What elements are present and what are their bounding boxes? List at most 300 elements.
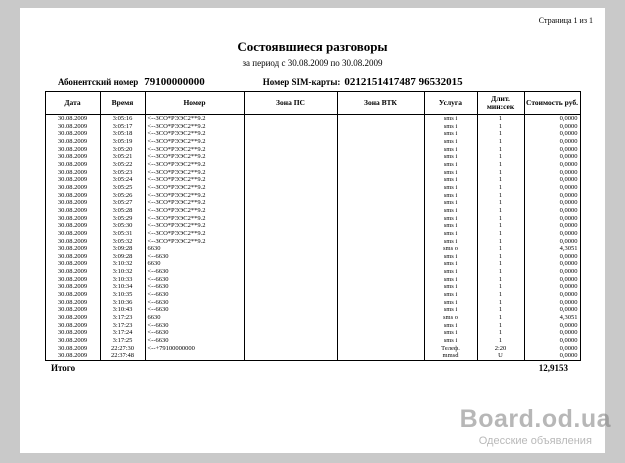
page-indicator: Страница 1 из 1 xyxy=(538,16,593,25)
cell-cost: 0,0000 xyxy=(524,215,580,223)
table-row xyxy=(45,115,580,123)
cell-duration: 1 xyxy=(477,138,524,146)
cell-time: 3:05:27 xyxy=(100,199,145,207)
cell-zone-vtk xyxy=(337,222,424,230)
cell-number: <--6630 xyxy=(145,306,244,314)
table-row xyxy=(45,268,580,276)
cell-time: 3:17:23 xyxy=(100,322,145,330)
cell-zone-vtk xyxy=(337,192,424,200)
cell-zone-ps xyxy=(244,161,337,169)
cell-cost: 0,0000 xyxy=(524,268,580,276)
cell-time: 3:10:43 xyxy=(100,306,145,314)
cell-duration: 1 xyxy=(477,245,524,253)
cell-number: <--6630 xyxy=(145,253,244,261)
cell-zone-ps xyxy=(244,130,337,138)
cell-number: <--ЗСО*РЭЭС2**9.2 xyxy=(145,222,244,230)
cell-zone-vtk xyxy=(337,306,424,314)
table-row xyxy=(45,245,580,253)
cell-date: 30.08.2009 xyxy=(45,352,100,360)
table-row xyxy=(45,291,580,299)
sim-number: 0212151417487 96532015 xyxy=(344,76,463,88)
cell-service: Телеф. xyxy=(424,345,477,353)
cell-date: 30.08.2009 xyxy=(45,130,100,138)
cell-service: sms i xyxy=(424,199,477,207)
cell-cost: 0,0000 xyxy=(524,207,580,215)
cell-duration: 1 xyxy=(477,291,524,299)
cell-duration: 1 xyxy=(477,260,524,268)
cell-number: <--+79100000000 xyxy=(145,345,244,353)
cell-zone-vtk xyxy=(337,260,424,268)
cell-service: mmsd xyxy=(424,352,477,360)
cell-cost: 0,0000 xyxy=(524,184,580,192)
cell-zone-ps xyxy=(244,169,337,177)
cell-zone-vtk xyxy=(337,268,424,276)
cell-date: 30.08.2009 xyxy=(45,314,100,322)
cell-duration: 1 xyxy=(477,253,524,261)
cell-time: 3:05:25 xyxy=(100,184,145,192)
cell-date: 30.08.2009 xyxy=(45,337,100,345)
cell-cost: 0,0000 xyxy=(524,146,580,154)
cell-number: <--6630 xyxy=(145,276,244,284)
table-row xyxy=(45,238,580,246)
column-header-zone-ps: Зона ПС xyxy=(244,92,337,115)
cell-duration: 1 xyxy=(477,123,524,131)
cell-number: 6630 xyxy=(145,260,244,268)
cell-number: <--ЗСО*РЭЭС2**9.2 xyxy=(145,176,244,184)
cell-zone-vtk xyxy=(337,299,424,307)
cell-number: <--ЗСО*РЭЭС2**9.2 xyxy=(145,207,244,215)
cell-time: 22:37:48 xyxy=(100,352,145,360)
cell-service: sms i xyxy=(424,130,477,138)
cell-zone-vtk xyxy=(337,115,424,123)
cell-zone-ps xyxy=(244,215,337,223)
cell-service: sms i xyxy=(424,215,477,223)
cell-time: 3:05:24 xyxy=(100,176,145,184)
cell-number: <--6630 xyxy=(145,291,244,299)
cell-cost: 0,0000 xyxy=(524,238,580,246)
cell-time: 3:17:25 xyxy=(100,337,145,345)
watermark-sub: Одесские объявления xyxy=(478,435,592,447)
cell-zone-ps xyxy=(244,329,337,337)
cell-time: 3:05:31 xyxy=(100,230,145,238)
cell-zone-vtk xyxy=(337,253,424,261)
cell-date: 30.08.2009 xyxy=(45,276,100,284)
cell-zone-ps xyxy=(244,337,337,345)
cell-cost: 0,0000 xyxy=(524,115,580,123)
cell-cost: 0,0000 xyxy=(524,222,580,230)
cell-zone-vtk xyxy=(337,199,424,207)
totals-label: Итого xyxy=(51,363,76,373)
cell-number: <--ЗСО*РЭЭС2**9.2 xyxy=(145,199,244,207)
table-row xyxy=(45,207,580,215)
cell-time: 3:05:26 xyxy=(100,192,145,200)
cell-number: <--ЗСО*РЭЭС2**9.2 xyxy=(145,130,244,138)
table-row xyxy=(45,161,580,169)
table-row xyxy=(45,352,580,360)
cell-duration: 1 xyxy=(477,222,524,230)
cell-time: 3:10:36 xyxy=(100,299,145,307)
cell-cost: 0,0000 xyxy=(524,352,580,360)
cell-number: <--ЗСО*РЭЭС2**9.2 xyxy=(145,215,244,223)
cell-number: <--ЗСО*РЭЭС2**9.2 xyxy=(145,230,244,238)
cell-zone-vtk xyxy=(337,245,424,253)
cell-cost: 0,0000 xyxy=(524,153,580,161)
cell-service: sms i xyxy=(424,115,477,123)
cell-cost: 0,0000 xyxy=(524,329,580,337)
cell-number: <--ЗСО*РЭЭС2**9.2 xyxy=(145,238,244,246)
cell-number: <--ЗСО*РЭЭС2**9.2 xyxy=(145,153,244,161)
cell-zone-ps xyxy=(244,192,337,200)
cell-service: sms i xyxy=(424,207,477,215)
cell-time: 3:09:28 xyxy=(100,253,145,261)
cell-date: 30.08.2009 xyxy=(45,169,100,177)
cell-zone-ps xyxy=(244,283,337,291)
cell-service: sms i xyxy=(424,253,477,261)
cell-service: sms i xyxy=(424,329,477,337)
cell-cost: 0,0000 xyxy=(524,169,580,177)
cell-zone-vtk xyxy=(337,337,424,345)
cell-cost: 0,0000 xyxy=(524,253,580,261)
cell-zone-ps xyxy=(244,276,337,284)
cell-duration: 1 xyxy=(477,169,524,177)
cell-number: <--ЗСО*РЭЭС2**9.2 xyxy=(145,161,244,169)
cell-service: sms i xyxy=(424,276,477,284)
cell-date: 30.08.2009 xyxy=(45,192,100,200)
cell-zone-ps xyxy=(244,260,337,268)
cell-date: 30.08.2009 xyxy=(45,215,100,223)
cell-time: 3:05:29 xyxy=(100,215,145,223)
column-header-cost: Стоимость руб. xyxy=(524,92,580,115)
cell-time: 3:10:32 xyxy=(100,268,145,276)
cell-zone-vtk xyxy=(337,291,424,299)
cell-cost: 0,0000 xyxy=(524,192,580,200)
cell-number: <--6630 xyxy=(145,299,244,307)
cell-date: 30.08.2009 xyxy=(45,291,100,299)
cell-duration: 2:20 xyxy=(477,345,524,353)
cell-zone-ps xyxy=(244,253,337,261)
cell-date: 30.08.2009 xyxy=(45,283,100,291)
column-header-time: Время xyxy=(100,92,145,115)
cell-duration: 1 xyxy=(477,153,524,161)
cell-number: <--6630 xyxy=(145,337,244,345)
cell-date: 30.08.2009 xyxy=(45,345,100,353)
totals-value: 12,9153 xyxy=(538,363,568,373)
cell-duration: 1 xyxy=(477,192,524,200)
cell-service: sms i xyxy=(424,176,477,184)
cell-zone-ps xyxy=(244,245,337,253)
cell-date: 30.08.2009 xyxy=(45,299,100,307)
cell-duration: 1 xyxy=(477,299,524,307)
cell-date: 30.08.2009 xyxy=(45,153,100,161)
cell-zone-ps xyxy=(244,291,337,299)
cell-service: sms o xyxy=(424,245,477,253)
table-row xyxy=(45,345,580,353)
cell-zone-ps xyxy=(244,238,337,246)
cell-service: sms i xyxy=(424,153,477,161)
cell-service: sms i xyxy=(424,291,477,299)
cell-time: 3:05:22 xyxy=(100,161,145,169)
cell-time: 3:17:23 xyxy=(100,314,145,322)
cell-zone-ps xyxy=(244,314,337,322)
cell-zone-vtk xyxy=(337,169,424,177)
cell-duration: 1 xyxy=(477,306,524,314)
cell-duration: 1 xyxy=(477,215,524,223)
cell-time: 3:17:24 xyxy=(100,329,145,337)
column-header-number: Номер xyxy=(145,92,244,115)
table-row xyxy=(45,314,580,322)
cell-service: sms i xyxy=(424,283,477,291)
cell-zone-ps xyxy=(244,138,337,146)
table-row xyxy=(45,306,580,314)
cell-date: 30.08.2009 xyxy=(45,222,100,230)
cell-duration: 1 xyxy=(477,130,524,138)
cell-service: sms i xyxy=(424,230,477,238)
cell-zone-ps xyxy=(244,299,337,307)
cell-time: 3:05:30 xyxy=(100,222,145,230)
table-row xyxy=(45,199,580,207)
cell-number: <--6630 xyxy=(145,283,244,291)
table-row xyxy=(45,169,580,177)
cell-date: 30.08.2009 xyxy=(45,199,100,207)
column-header-duration: Длит. мин:сек xyxy=(477,92,524,115)
cell-service: sms o xyxy=(424,314,477,322)
cell-service: sms i xyxy=(424,192,477,200)
cell-number: <--ЗСО*РЭЭС2**9.2 xyxy=(145,123,244,131)
cell-date: 30.08.2009 xyxy=(45,253,100,261)
cell-zone-ps xyxy=(244,123,337,131)
cell-zone-ps xyxy=(244,207,337,215)
cell-time: 3:05:23 xyxy=(100,169,145,177)
cell-date: 30.08.2009 xyxy=(45,161,100,169)
cell-duration: 1 xyxy=(477,176,524,184)
cell-zone-vtk xyxy=(337,161,424,169)
cell-date: 30.08.2009 xyxy=(45,123,100,131)
cell-service: sms i xyxy=(424,337,477,345)
cell-date: 30.08.2009 xyxy=(45,268,100,276)
cell-zone-vtk xyxy=(337,215,424,223)
cell-cost: 0,0000 xyxy=(524,199,580,207)
cell-zone-vtk xyxy=(337,314,424,322)
cell-cost: 0,0000 xyxy=(524,230,580,238)
cell-service: sms i xyxy=(424,222,477,230)
cell-duration: 1 xyxy=(477,238,524,246)
page-subtitle: за период с 30.08.2009 по 30.08.2009 xyxy=(242,58,383,68)
column-header-service: Услуга xyxy=(424,92,477,115)
cell-service: sms i xyxy=(424,260,477,268)
cell-cost: 0,0000 xyxy=(524,306,580,314)
cell-time: 3:10:34 xyxy=(100,283,145,291)
cell-time: 3:10:32 xyxy=(100,260,145,268)
cell-date: 30.08.2009 xyxy=(45,230,100,238)
cell-cost: 0,0000 xyxy=(524,291,580,299)
cell-cost: 0,0000 xyxy=(524,161,580,169)
table-row xyxy=(45,230,580,238)
calls-table xyxy=(45,91,581,361)
table-row xyxy=(45,184,580,192)
cell-duration: 1 xyxy=(477,283,524,291)
cell-date: 30.08.2009 xyxy=(45,138,100,146)
cell-zone-ps xyxy=(244,222,337,230)
table-row xyxy=(45,123,580,131)
totals-row xyxy=(49,363,576,373)
cell-duration: 1 xyxy=(477,268,524,276)
cell-time: 3:05:17 xyxy=(100,123,145,131)
table-row xyxy=(45,260,580,268)
table-row xyxy=(45,138,580,146)
cell-zone-ps xyxy=(244,322,337,330)
cell-cost: 0,0000 xyxy=(524,176,580,184)
cell-zone-ps xyxy=(244,146,337,154)
column-header-date: Дата xyxy=(45,92,100,115)
cell-zone-vtk xyxy=(337,130,424,138)
page-title: Состоявшиеся разговоры xyxy=(237,39,388,54)
cell-duration: 1 xyxy=(477,230,524,238)
cell-time: 3:05:28 xyxy=(100,207,145,215)
cell-zone-ps xyxy=(244,184,337,192)
cell-zone-vtk xyxy=(337,146,424,154)
table-row xyxy=(45,329,580,337)
table-row xyxy=(45,215,580,223)
cell-service: sms i xyxy=(424,146,477,154)
cell-zone-ps xyxy=(244,230,337,238)
cell-number: 6630 xyxy=(145,245,244,253)
cell-service: sms i xyxy=(424,322,477,330)
table-row xyxy=(45,253,580,261)
cell-date: 30.08.2009 xyxy=(45,238,100,246)
cell-service: sms i xyxy=(424,306,477,314)
cell-duration: 1 xyxy=(477,314,524,322)
cell-duration: U xyxy=(477,352,524,360)
cell-cost: 0,0000 xyxy=(524,123,580,131)
cell-cost: 0,0000 xyxy=(524,337,580,345)
cell-zone-vtk xyxy=(337,230,424,238)
cell-time: 3:05:20 xyxy=(100,146,145,154)
cell-number: <--ЗСО*РЭЭС2**9.2 xyxy=(145,184,244,192)
cell-date: 30.08.2009 xyxy=(45,176,100,184)
cell-service: sms i xyxy=(424,169,477,177)
cell-zone-vtk xyxy=(337,345,424,353)
cell-number: <--6630 xyxy=(145,268,244,276)
cell-number: <--6630 xyxy=(145,322,244,330)
cell-cost: 0,0000 xyxy=(524,345,580,353)
subscriber-number: 79100000000 xyxy=(144,76,205,88)
cell-time: 3:05:32 xyxy=(100,238,145,246)
subscriber-label: Абонентский номер xyxy=(58,77,139,87)
cell-time: 3:10:35 xyxy=(100,291,145,299)
table-row xyxy=(45,276,580,284)
cell-date: 30.08.2009 xyxy=(45,184,100,192)
table-row xyxy=(45,299,580,307)
cell-zone-ps xyxy=(244,345,337,353)
cell-service: sms i xyxy=(424,268,477,276)
cell-zone-ps xyxy=(244,268,337,276)
cell-cost: 0,0000 xyxy=(524,283,580,291)
cell-time: 3:05:19 xyxy=(100,138,145,146)
cell-zone-ps xyxy=(244,153,337,161)
cell-cost: 4,3051 xyxy=(524,245,580,253)
table-row xyxy=(45,283,580,291)
cell-zone-ps xyxy=(244,306,337,314)
watermark-main: Board.od.ua xyxy=(459,405,611,433)
cell-cost: 0,0000 xyxy=(524,276,580,284)
table-row xyxy=(45,130,580,138)
cell-date: 30.08.2009 xyxy=(45,260,100,268)
cell-service: sms i xyxy=(424,138,477,146)
table-row xyxy=(45,153,580,161)
cell-zone-ps xyxy=(244,176,337,184)
cell-service: sms i xyxy=(424,184,477,192)
cell-zone-vtk xyxy=(337,283,424,291)
table-row xyxy=(45,176,580,184)
subscriber-line xyxy=(30,76,595,88)
cell-zone-vtk xyxy=(337,276,424,284)
cell-number xyxy=(145,352,244,360)
cell-zone-vtk xyxy=(337,238,424,246)
cell-service: sms i xyxy=(424,161,477,169)
cell-duration: 1 xyxy=(477,184,524,192)
cell-date: 30.08.2009 xyxy=(45,306,100,314)
cell-zone-vtk xyxy=(337,123,424,131)
cell-zone-vtk xyxy=(337,138,424,146)
cell-duration: 1 xyxy=(477,329,524,337)
cell-date: 30.08.2009 xyxy=(45,245,100,253)
cell-cost: 0,0000 xyxy=(524,138,580,146)
cell-number: <--ЗСО*РЭЭС2**9.2 xyxy=(145,192,244,200)
cell-zone-vtk xyxy=(337,207,424,215)
cell-duration: 1 xyxy=(477,146,524,154)
cell-duration: 1 xyxy=(477,115,524,123)
cell-date: 30.08.2009 xyxy=(45,146,100,154)
cell-duration: 1 xyxy=(477,161,524,169)
cell-time: 3:05:18 xyxy=(100,130,145,138)
cell-zone-ps xyxy=(244,199,337,207)
document-page xyxy=(20,8,605,453)
cell-duration: 1 xyxy=(477,337,524,345)
cell-number: <--ЗСО*РЭЭС2**9.2 xyxy=(145,138,244,146)
cell-cost: 0,0000 xyxy=(524,260,580,268)
cell-service: sms i xyxy=(424,299,477,307)
column-header-zone-vtk: Зона ВТК xyxy=(337,92,424,115)
cell-zone-ps xyxy=(244,115,337,123)
cell-cost: 0,0000 xyxy=(524,299,580,307)
table-row xyxy=(45,322,580,330)
cell-time: 3:09:28 xyxy=(100,245,145,253)
cell-cost: 4,3051 xyxy=(524,314,580,322)
cell-cost: 0,0000 xyxy=(524,322,580,330)
cell-number: 6630 xyxy=(145,314,244,322)
cell-service: sms i xyxy=(424,123,477,131)
cell-number: <--ЗСО*РЭЭС2**9.2 xyxy=(145,115,244,123)
sim-label: Номер SIM-карты: xyxy=(262,77,341,87)
table-header-row xyxy=(45,92,580,115)
cell-zone-vtk xyxy=(337,322,424,330)
cell-time: 3:10:33 xyxy=(100,276,145,284)
cell-zone-vtk xyxy=(337,176,424,184)
cell-number: <--6630 xyxy=(145,329,244,337)
cell-duration: 1 xyxy=(477,199,524,207)
cell-time: 3:05:16 xyxy=(100,115,145,123)
cell-zone-vtk xyxy=(337,352,424,360)
table-row xyxy=(45,337,580,345)
cell-time: 22:27:30 xyxy=(100,345,145,353)
cell-date: 30.08.2009 xyxy=(45,329,100,337)
table-row xyxy=(45,192,580,200)
cell-service: sms i xyxy=(424,238,477,246)
cell-duration: 1 xyxy=(477,207,524,215)
cell-zone-vtk xyxy=(337,184,424,192)
cell-time: 3:05:21 xyxy=(100,153,145,161)
cell-cost: 0,0000 xyxy=(524,130,580,138)
